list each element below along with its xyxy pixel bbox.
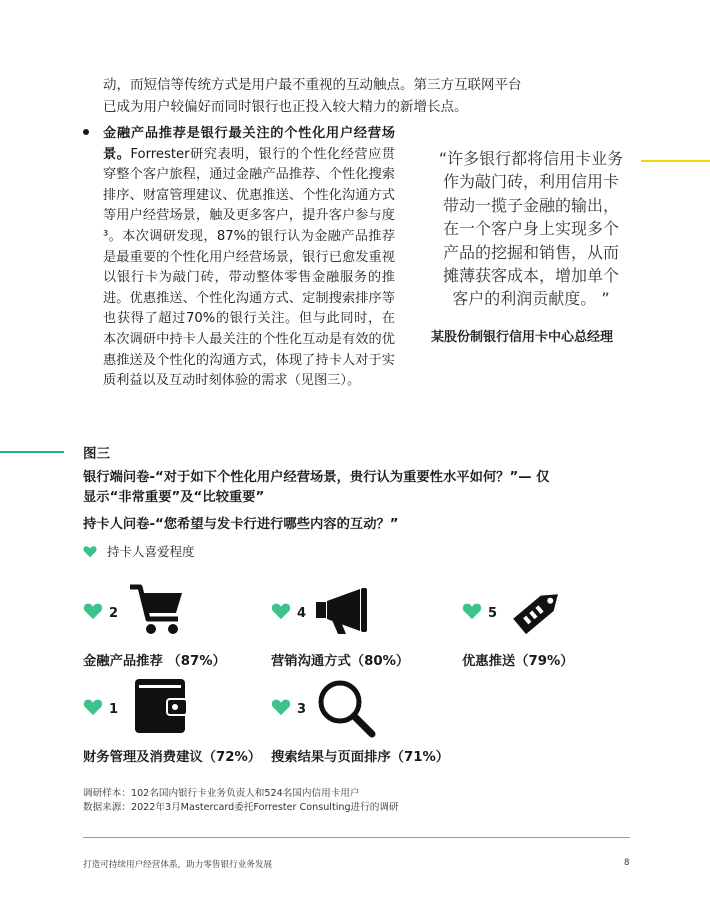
source-note: 数据来源：2022年3月Mastercard委托Forrester Consulting进行的调研 — [83, 802, 399, 813]
sample-note: 调研样本：102名国内银行卡业务负责人和524名国内信用卡用户 — [83, 788, 360, 799]
legend-label: 持卡人喜爱程度 — [107, 544, 195, 559]
bank-survey-question: 银行端问卷-“对于如下个性化用户经营场景，贵行认为重要性水平如何？”— 仅显示“非常重要”及“比较重要” — [83, 470, 550, 505]
intro-line-1: 动，而短信等传统方式是用户最不重视的互动触点。第三方互联网平台 — [103, 77, 522, 93]
item-label: 搜索结果与页面排序（71%） — [271, 750, 450, 765]
rank-number: 2 — [109, 605, 119, 621]
footer-title: 打造可持续用户经营体系，助力零售银行业务发展 — [83, 860, 273, 870]
page-number: 8 — [624, 858, 630, 868]
heart-icon — [83, 602, 103, 624]
legend — [83, 542, 195, 560]
heart-icon — [83, 545, 97, 558]
rank-number: 1 — [109, 701, 119, 717]
heart-icon — [462, 602, 482, 624]
quote-line: 摊薄获客成本，增加单个 — [442, 266, 619, 286]
item-label: 营销沟通方式（80%） — [271, 654, 410, 669]
wallet-icon — [133, 677, 187, 739]
quote-source: 某股份制银行信用卡中心总经理 — [431, 330, 614, 345]
item-label: 金融产品推荐 （87%） — [83, 654, 226, 669]
rank-badge — [462, 602, 497, 624]
price-tag-icon — [508, 583, 568, 643]
quote-line: 在一个客户身上实现多个 — [442, 219, 619, 239]
magnifier-icon — [316, 678, 376, 742]
intro-line-2: 已成为用户较偏好而同时银行也正投入较大精力的新增长点。 — [103, 99, 468, 115]
rank-badge — [83, 698, 118, 720]
intro-paragraph — [103, 74, 573, 118]
heart-icon — [83, 698, 103, 720]
item-label: 财务管理及消费建议（72%） — [83, 750, 262, 765]
figure-label: 图三 — [83, 446, 110, 462]
bullet-dot-icon — [83, 129, 89, 135]
rank-badge — [83, 602, 118, 624]
rank-number: 4 — [297, 605, 307, 621]
rank-badge — [271, 602, 306, 624]
quote-line: “许多银行都将信用卡业务 — [438, 149, 624, 168]
rank-number: 5 — [488, 605, 498, 621]
rank-badge — [271, 698, 306, 720]
item-label: 优惠推送（79%） — [462, 654, 574, 669]
quote-line: 带动一揽子金融的输出， — [442, 195, 619, 215]
bullet-paragraph — [103, 124, 395, 392]
bullet-body: Forrester研究表明，银行的个性化经营应贯穿整个客户旅程，通过金融产品推荐、个性化搜索排序、财富管理建议、优惠推送、个性化沟通方式等用户经营场景，触及更多客户，提升客户参与度³。本次调研发现，87%的银行认为金融产品推荐是最重要的个性化用户经营场景，银行已愈发重视以银行卡为敲门砖，带动整体零售金融服务的推进。优惠推送、个性化沟通方式、定制搜索排序等也获得了超过70%的银行关注。但与此同时，在本次调研中持卡人最关注的个性化互动是有效的优惠推送及个性化的沟通方式，体现了持卡人对于实质利益以及互动时刻体验的需求（见图三）。 — [103, 146, 395, 389]
figure-notes — [83, 787, 399, 815]
figure-accent-line — [0, 451, 64, 453]
megaphone-icon — [314, 586, 376, 640]
shopping-cart-icon — [128, 583, 184, 641]
pull-quote — [425, 147, 637, 311]
quote-accent-line — [641, 160, 710, 162]
heart-icon — [271, 698, 291, 720]
rank-number: 3 — [297, 701, 307, 717]
bullet-title: 金融产品推荐是银行最关注的个性化用户经营场景。 — [103, 126, 395, 162]
heart-icon — [271, 602, 291, 624]
quote-line: 产品的挖掘和销售，从而 — [442, 242, 619, 262]
quote-line: 作为敲门砖，利用信用卡 — [442, 172, 619, 192]
quote-line: 客户的利润贡献度。 ” — [452, 289, 610, 309]
cardholder-survey-question: 持卡人问卷-“您希望与发卡行进行哪些内容的互动？” — [83, 517, 399, 532]
footer-divider — [83, 837, 630, 838]
